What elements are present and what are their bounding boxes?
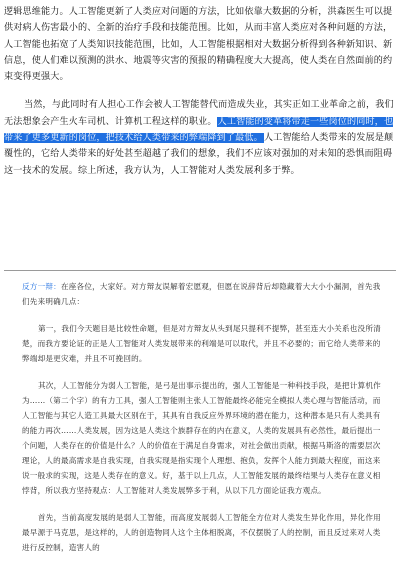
- paragraph-third-point: 首先，当前高度发展的是弱人工智能，而高度发展弱人工智能全方位对人类发生异化作用，异化作用最早源于马克思，是这样的，人的创造物同人这个主体相脱离，不仅摆脱了人的控制，而且反过来对人类进行反控制，造害人的: [22, 513, 381, 552]
- paragraph-conclusion: [4, 97, 394, 178]
- text-after-highlight: 人工智能给人类带来的发展是颠覆性的，它给人类带来的好处甚至超越了我们的想象，我们不应该对强加的对未知的恐惧而阻碍这一技术的发展。综上所述，我方认为，人工智能对人类发展利多于弊。: [4, 133, 394, 176]
- speaker-label: 反方一辩：: [22, 282, 61, 291]
- negative-text-section: [22, 279, 382, 555]
- paragraph-gap: [4, 85, 394, 97]
- paragraph-opening: [22, 279, 382, 309]
- paragraph-gap: [22, 366, 382, 378]
- paragraph-gap: [22, 498, 382, 510]
- affirmative-text-section: [4, 4, 394, 179]
- text-before-highlight: 当然，与此同时有人担心工作会被人工智能替代而造成失业，其实正如工业革命之前，我们无法想象会产生火车司机、计算机工程这样的职业。: [4, 100, 394, 127]
- paragraph-first-point: 第一，我们今天题目是比较性命题，但是对方辩友从头到尾只提利不提弊，甚至连大小关系也没所清楚，而我方要论证的正是人工智能对人类发展带来的利端是可以取代，并且不必要的；而它给人类带来的弊端却是更灾难，并且不可挽回的。: [22, 324, 381, 363]
- opening-text: 在座各位，大家好。对方辩友误解着宏愿观，但愿在说辞背后却隐藏着大大小小漏洞，首先我们先来明确几点：: [22, 282, 381, 306]
- section-divider: [4, 270, 396, 271]
- paragraph-gap: [22, 309, 382, 321]
- paragraph-ai-methods: 逻辑思维能力。人工智能更新了人类应对问题的方法，比如依靠大数据的分析，洪森医生可以提供对病人伤害最小的、全新的治疗手段和技能范围。比如，从而丰富人类应对各种问题的方法，人工智能也拓宽了人类知识技能范围，比如，人工智能根据相对大数据分析得到各种新知识、新信息，使人们难以预测的洪水、地震等灾害的预报的精确程度大大提高，使人类在自然面前的约束变得更强大。: [4, 7, 393, 83]
- paragraph-second-point: 其次，人工智能分为弱人工智能，是弓是出事示提出的，强人工智能是一种科技手段，是把计算机作为……（第二个字）的有力工具，强人工智能则主张人工智能最终必能完全模拟人类心理与智能活动，而人工智能与其它人造工具最大区别在于，其具有自我反应外界环境的潜在能力，这种潜本是只有人类具有的能力再次……人类发展，因为这是人类这个族群存在的内在意义，人类的发展具有必然性，最后提出一个问题，人类存在的价值是什么？人的价值在于满足自身需求，对社会做出贡献，根据马斯洛的需要层次理论，人的最高需求是自我实现，自我实现是指实现个人理想、抱负，发挥个人能力到最大程度，而这来说一般求的实现，这是人类存在的意义。好，基于以上几点，人工智能发展的最终结果与人类存在意义相悖背，所以我方坚持观点：人工智能对人类发展弊多于利，从以下几方面论证我方观点。: [22, 381, 381, 495]
- highlighted-selection[interactable]: 人工智能的变革将带走一些岗位的同时，也带来了更多更新的岗位，把技术给人类带来的弊端降到了最低。: [4, 116, 394, 144]
